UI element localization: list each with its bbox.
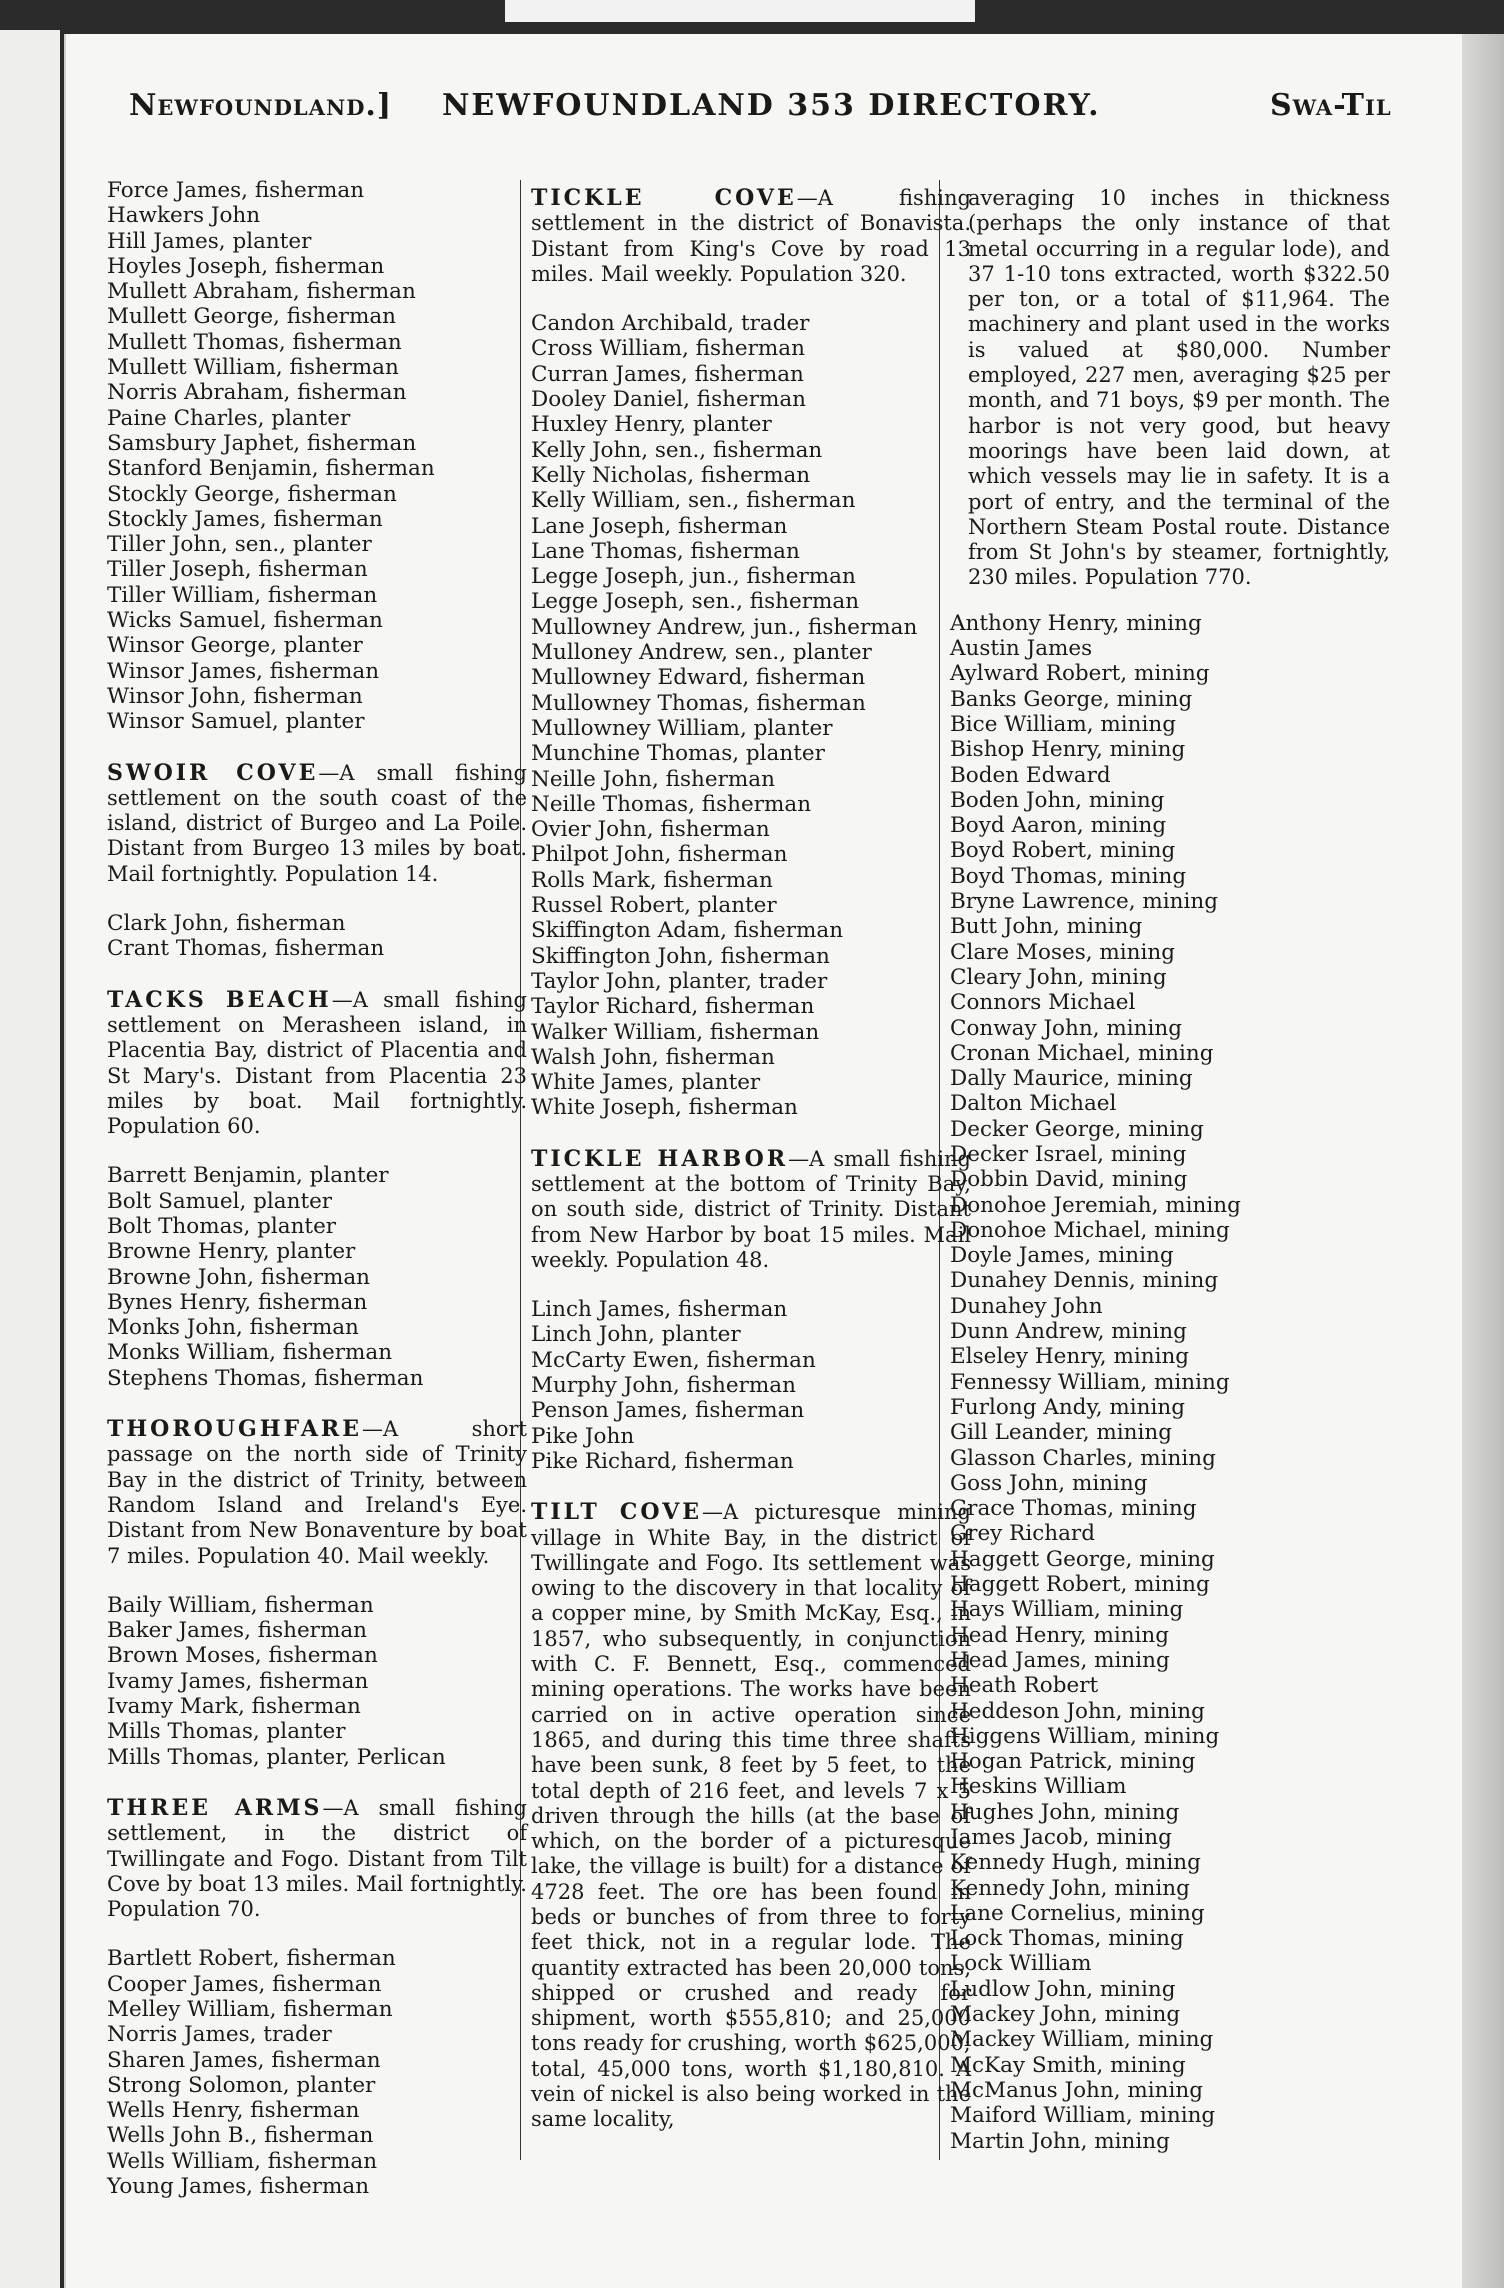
directory-entry: Murphy John, fisherman (531, 1373, 796, 1399)
directory-entry: Mackey William, mining (950, 2027, 1214, 2053)
column-3 (950, 178, 1390, 2154)
directory-entry: Legge Joseph, jun., fisherman (531, 564, 856, 590)
directory-entry: Philpot John, fisherman (531, 842, 788, 868)
directory-entry: Ivamy Mark, fisherman (107, 1694, 361, 1720)
directory-entry: Mullowney William, planter (531, 715, 833, 741)
directory-entry: Curran James, fisherman (531, 361, 804, 387)
directory-entry: Skiffington Adam, fisherman (531, 918, 844, 944)
adjacent-page-edge (0, 30, 60, 2288)
directory-entry: Pike Richard, fisherman (531, 1448, 794, 1474)
directory-entry: Bryne Lawrence, mining (950, 889, 1219, 915)
directory-entry: Young James, fisherman (107, 2174, 370, 2200)
place-name: TICKLE COVE (531, 185, 797, 211)
directory-entry: Sharen James, fisherman (107, 2047, 381, 2073)
directory-entry: Hoyles Joseph, fisherman (107, 253, 385, 279)
directory-entry: Wells Henry, fisherman (107, 2098, 360, 2124)
directory-entry: Kelly John, sen., fisherman (531, 437, 823, 463)
place-entry (107, 1417, 527, 1569)
directory-entry: White James, planter (531, 1070, 761, 1096)
directory-entry: Hays William, mining (950, 1597, 1184, 1623)
place-name: THREE ARMS (107, 1794, 323, 1821)
directory-entry: Crant Thomas, fisherman (107, 936, 385, 962)
directory-entry: Heskins William (950, 1774, 1127, 1800)
place-entry (531, 1500, 971, 2132)
directory-entry: Browne John, fisherman (107, 1264, 371, 1290)
directory-entry: Bolt Thomas, planter (107, 1213, 337, 1239)
directory-entry: Mullowney Andrew, jun., fisherman (531, 614, 918, 640)
directory-entry: Kelly Nicholas, fisherman (531, 462, 811, 488)
directory-entry: Winsor James, fisherman (107, 658, 380, 684)
directory-entry: Lane Thomas, fisherman (531, 538, 800, 564)
directory-entry: Strong Solomon, planter (107, 2072, 376, 2098)
directory-entry: Huxley Henry, planter (531, 412, 772, 438)
directory-entry: Penson James, fisherman (531, 1398, 805, 1424)
directory-entry: Clark John, fisherman (107, 911, 346, 937)
directory-entry: Taylor John, planter, trader (531, 968, 828, 994)
directory-entry: McManus John, mining (950, 2077, 1203, 2103)
directory-entry: McCarty Ewen, fisherman (531, 1347, 816, 1373)
directory-entry: Mulloney Andrew, sen., planter (531, 640, 872, 666)
place-description: —A small fishing settlement on Merasheen island, in Placentia Bay, district of Placentia and St Mary's. Distant from Placentia 23 miles by boat. Mail fortnightly. Population 60. (107, 987, 527, 1139)
directory-entry: Stanford Benjamin, fisherman (107, 456, 435, 482)
directory-entry: Head Henry, mining (950, 1622, 1170, 1648)
directory-entry: Hughes John, mining (950, 1799, 1180, 1825)
directory-entry: Cleary John, mining (950, 964, 1167, 990)
directory-entry: Barrett Benjamin, planter (107, 1163, 389, 1189)
directory-entry: Butt John, mining (950, 914, 1143, 940)
directory-entry: Baker James, fisherman (107, 1618, 368, 1644)
directory-entry: Lock Thomas, mining (950, 1926, 1184, 1952)
directory-entry: Melley William, fisherman (107, 1997, 393, 2022)
directory-entry: Dunn Andrew, mining (950, 1319, 1187, 1345)
directory-entry: Dobbin David, mining (950, 1167, 1188, 1193)
directory-entry: Stephens Thomas, fisherman (107, 1365, 424, 1391)
directory-entry: Walsh John, fisherman (531, 1044, 775, 1070)
directory-entry: Donohoe Michael, mining (950, 1217, 1230, 1243)
directory-entry: Browne Henry, planter (107, 1239, 356, 1265)
directory-entry: Grace Thomas, mining (950, 1496, 1197, 1522)
directory-entry: Mullowney Thomas, fisherman (531, 690, 866, 716)
place-entry (107, 1796, 527, 1922)
place-description: —A short passage on the north side of Trinity Bay in the district of Trinity, between Random Island and Ireland's Eye. Distant from New Bonaventure by boat 7 miles. Population 40. Mail weekly. (107, 1417, 527, 1568)
directory-entry: Bartlett Robert, fisherman (107, 1946, 396, 1972)
directory-entry: Hawkers John (107, 203, 261, 229)
directory-entry: Tiller William, fisherman (107, 582, 378, 608)
directory-entry: Bynes Henry, fisherman (107, 1289, 368, 1315)
directory-entry: Baily William, fisherman (107, 1592, 374, 1618)
directory-entry: Neille John, fisherman (531, 766, 775, 792)
directory-entry: Goss John, mining (950, 1470, 1148, 1496)
running-head-right: Swa-Til (1270, 88, 1392, 123)
directory-entry: Donohoe Jeremiah, mining (950, 1192, 1241, 1218)
column-2 (531, 178, 971, 2157)
directory-entry: Stockly James, fisherman (107, 506, 383, 532)
directory-entry: Decker Israel, mining (950, 1141, 1187, 1167)
directory-entry: Samsbury Japhet, fisherman (107, 430, 417, 456)
directory-entry: Cronan Michael, mining (950, 1040, 1214, 1066)
directory-entry: White Joseph, fisherman (531, 1095, 798, 1121)
directory-entry: Bice William, mining (950, 711, 1176, 737)
running-head-title: NEWFOUNDLAND 353 DIRECTORY. (442, 88, 1101, 123)
directory-entry: Mackey John, mining (950, 2002, 1181, 2028)
directory-entry: Dunahey John (950, 1293, 1103, 1319)
directory-entry: Heath Robert (950, 1673, 1099, 1699)
directory-entry: Lock William (950, 1951, 1092, 1977)
directory-entry: Candon Archibald, trader (531, 311, 810, 337)
directory-entry: Monks John, fisherman (107, 1315, 359, 1341)
directory-entry: Paine Charles, planter (107, 405, 351, 431)
directory-entry: Pike John (531, 1423, 635, 1449)
directory-entry: Cross William, fisherman (531, 336, 805, 362)
directory-entry: Hogan Patrick, mining (950, 1749, 1196, 1775)
directory-entry: Clare Moses, mining (950, 939, 1175, 965)
directory-entry: Dally Maurice, mining (950, 1066, 1193, 1092)
directory-entry: McKay Smith, mining (950, 2052, 1186, 2078)
place-entry (107, 761, 527, 887)
directory-entry: Ludlow John, mining (950, 1976, 1176, 2002)
directory-entry: Dunahey Dennis, mining (950, 1268, 1219, 1294)
directory-entry: Elseley Henry, mining (950, 1344, 1190, 1370)
directory-entry: Wells John B., fisherman (107, 2123, 374, 2149)
place-entry (531, 1147, 971, 1273)
directory-entry: Haggett George, mining (950, 1546, 1215, 1572)
directory-entry: Russel Robert, planter (531, 893, 777, 919)
place-name: TILT COVE (531, 1499, 703, 1526)
directory-entry: Winsor George, planter (107, 633, 363, 659)
directory-entry: Ovier John, fisherman (531, 817, 770, 843)
directory-entry: Head James, mining (950, 1647, 1170, 1673)
place-name: TACKS BEACH (107, 986, 332, 1013)
directory-entry: Wells William, fisherman (107, 2148, 378, 2174)
directory-entry: Neille Thomas, fisherman (531, 791, 812, 817)
directory-entry: Bishop Henry, mining (950, 737, 1186, 763)
place-description: —A fishing settlement in the district of Bonavista. Distant from King's Cove by road 13 miles. Mail weekly. Population 320. (531, 186, 971, 286)
directory-entry: Heddeson John, mining (950, 1698, 1205, 1724)
place-description: —A small fishing settlement on the south coast of the island, district of Burgeo and La Poile. Distant from Burgeo 13 miles by boat. Mail fortnightly. Population 14. (107, 760, 527, 886)
directory-entry: Tiller Joseph, fisherman (107, 557, 368, 583)
directory-entry: Ivamy James, fisherman (107, 1668, 369, 1694)
directory-entry: Glasson Charles, mining (950, 1445, 1216, 1471)
directory-entry: Boyd Aaron, mining (950, 813, 1167, 839)
directory-entry: Stockly George, fisherman (107, 481, 397, 507)
directory-entry: Hill James, planter (107, 228, 312, 254)
directory-entry: Higgens William, mining (950, 1723, 1220, 1749)
directory-entry: Lane Joseph, fisherman (531, 513, 788, 539)
place-description: —A small fishing settlement, in the district of Twillingate and Fogo. Distant from Tilt Cove by boat 13 miles. Mail fortnightly. Population 70. (107, 1795, 527, 1922)
directory-entry: Conway John, mining (950, 1015, 1182, 1041)
directory-entry: Anthony Henry, mining (950, 610, 1202, 636)
directory-entry: Aylward Robert, mining (950, 661, 1210, 687)
directory-entry: Banks George, mining (950, 686, 1193, 712)
directory-entry: Kelly William, sen., fisherman (531, 488, 856, 514)
directory-entry: Connors Michael (950, 990, 1136, 1016)
directory-entry: Dalton Michael (950, 1091, 1117, 1117)
directory-entry: Munchine Thomas, planter (531, 741, 825, 767)
column-1 (107, 178, 527, 2199)
directory-entry: Wicks Samuel, fisherman (107, 608, 383, 634)
directory-entry: Winsor John, fisherman (107, 683, 363, 709)
directory-entry: Cooper James, fisherman (107, 1971, 382, 1997)
directory-entry: Linch James, fisherman (531, 1297, 788, 1323)
place-entry (531, 186, 971, 287)
directory-entry: Force James, fisherman (107, 178, 365, 203)
directory-entry: Rolls Mark, fisherman (531, 867, 773, 893)
place-name: THOROUGHFARE (107, 1416, 362, 1443)
directory-entry: Skiffington John, fisherman (531, 943, 830, 969)
directory-entry: Bolt Samuel, planter (107, 1188, 333, 1214)
directory-entry: Fennessy William, mining (950, 1369, 1230, 1395)
place-entry (107, 988, 527, 1140)
directory-entry: Dooley Daniel, fisherman (531, 387, 807, 413)
directory-entry: Mullett George, fisherman (107, 304, 397, 330)
directory-entry: Norris Abraham, fisherman (107, 380, 407, 406)
directory-entry: Mullett Thomas, fisherman (107, 329, 402, 355)
place-description: —A picturesque mining village in White Bay, in the district of Twillingate and Fogo. Its settlement was owing to the discovery in that locality of a copper mine, by Smith McKay, Esq., in 1857, who subsequently, in conjunction with C. F. Bennett, Esq., commenced mining operations. The works have been carried on in active operation since 1865, and during this time three shafts have been sunk, 8 feet by 5 feet, to the total depth of 216 feet, and levels 7 x 5 driven through the hills (at the base of which, on the border of a picturesque lake, the village is built) for a distance of 4728 feet. The ore has been found in beds or bunches of from three to forty feet thick, not in a regular lode. The quantity extracted has been 20,000 tons, shipped or crushed and ready for shipment, worth $555,810; and 25,000 tons ready for crushing, worth $625,000; total, 45,000 tons, worth $1,180,810. A vein of nickel is also being worked in the same locality, (531, 1500, 971, 2132)
directory-entry: Austin James (950, 636, 1093, 662)
directory-entry: Monks William, fisherman (107, 1340, 393, 1366)
directory-entry: Tiller John, sen., planter (107, 532, 372, 558)
scan-top-strip (505, 0, 975, 22)
directory-entry: Winsor Samuel, planter (107, 709, 365, 735)
directory-entry: Doyle James, mining (950, 1243, 1174, 1269)
directory-entry: Taylor Richard, fisherman (531, 994, 815, 1020)
place-name: SWOIR COVE (107, 759, 319, 786)
running-head-left: Newfoundland.] (129, 88, 393, 123)
page-edge-shadow (1462, 34, 1504, 2288)
directory-entry: Furlong Andy, mining (950, 1394, 1185, 1420)
directory-entry: Mills Thomas, planter (107, 1719, 346, 1745)
directory-entry: Mullett William, fisherman (107, 355, 399, 381)
directory-entry: Maiford William, mining (950, 2103, 1216, 2129)
directory-entry: Boden Edward (950, 762, 1111, 788)
directory-entry: Haggett Robert, mining (950, 1572, 1210, 1598)
directory-entry: Kennedy Hugh, mining (950, 1850, 1201, 1876)
directory-entry: Mullett Abraham, fisherman (107, 279, 416, 305)
directory-entry: Norris James, trader (107, 2022, 332, 2048)
directory-entry: Martin John, mining (950, 2128, 1170, 2154)
tilt-cove-description-continued: averaging 10 inches in thickness (perhaps the only instance of that metal occurring in a regular lode), and 37 1-10 tons extracted, worth $322.50 per ton, or a total of $11,964. The machinery and plant used in the works is valued at $80,000. Number employed, 227 men, averaging $25 per month, and 71 boys, $9 per month. The harbor is not very good, but heavy moorings have been laid down, at which vessels may lie in safety. It is a port of entry, and the terminal of the Northern Steam Postal route. Distance from St John's by steamer, fortnightly, 230 miles. Population 770. (968, 186, 1390, 590)
place-name: TICKLE HARBOR (531, 1145, 789, 1172)
directory-entry: Boden John, mining (950, 787, 1165, 813)
directory-entry: Legge Joseph, sen., fisherman (531, 589, 860, 615)
directory-entry: Boyd Robert, mining (950, 838, 1176, 864)
directory-entry: James Jacob, mining (950, 1825, 1172, 1850)
directory-entry: Decker George, mining (950, 1116, 1204, 1142)
directory-entry: Lane Cornelius, mining (950, 1900, 1205, 1926)
directory-entry: Brown Moses, fisherman (107, 1643, 378, 1669)
place-description: —A small fishing settlement at the bottom of Trinity Bay, on south side, district of Trinity. Distant from New Harbor by boat 15 miles. Mail weekly. Population 48. (531, 1146, 972, 1272)
directory-entry: Mills Thomas, planter, Perlican (107, 1744, 446, 1770)
directory-entry: Kennedy John, mining (950, 1875, 1190, 1901)
directory-entry: Mullowney Edward, fisherman (531, 665, 866, 691)
directory-entry: Grey Richard (950, 1521, 1095, 1547)
directory-entry: Boyd Thomas, mining (950, 863, 1187, 889)
directory-entry: Gill Leander, mining (950, 1420, 1172, 1446)
directory-entry: Linch John, planter (531, 1322, 741, 1348)
directory-entry: Walker William, fisherman (531, 1019, 820, 1045)
